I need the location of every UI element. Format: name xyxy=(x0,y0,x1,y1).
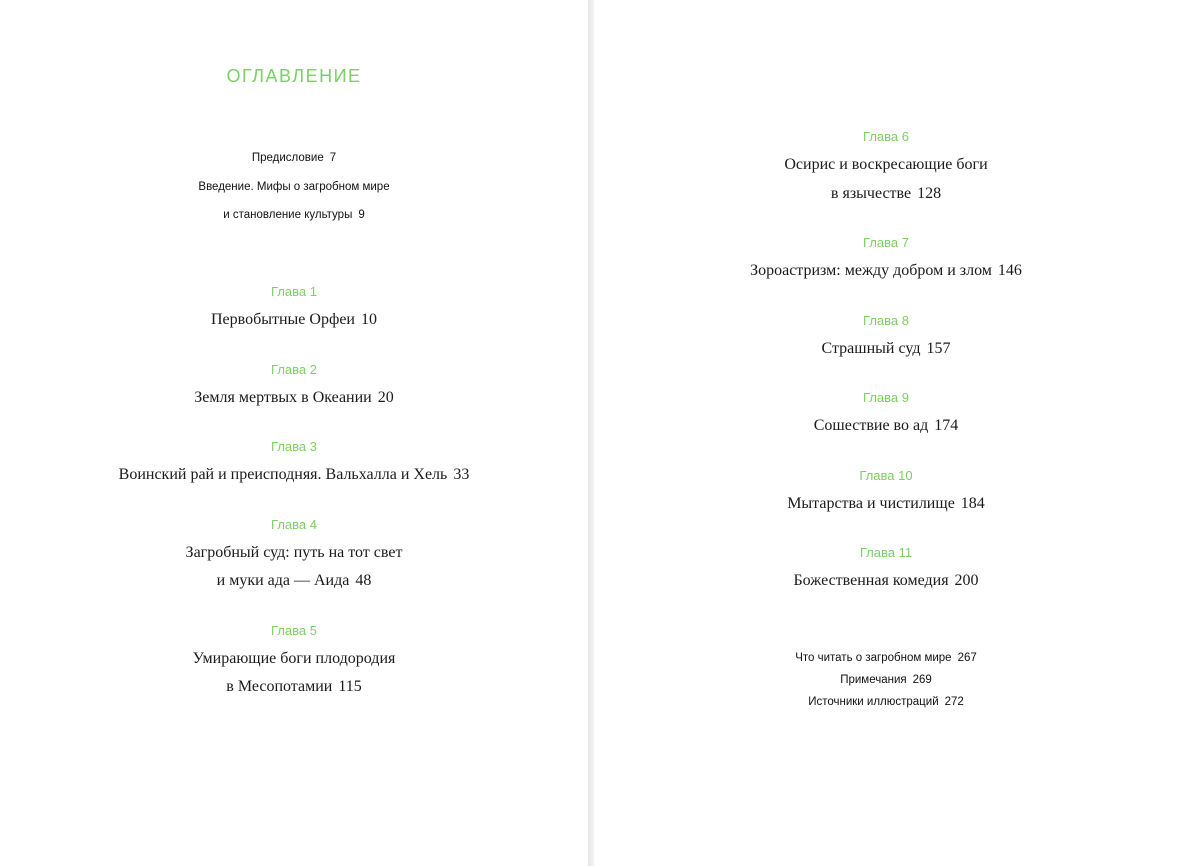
chapter-8[interactable] xyxy=(594,311,1178,368)
chapter-label: Глава 1 xyxy=(271,284,317,299)
chapter-10[interactable] xyxy=(594,466,1178,523)
entry-text: Примечания xyxy=(840,674,907,686)
chapter-label: Глава 6 xyxy=(863,129,909,144)
toc-entry[interactable] xyxy=(0,207,588,236)
chapter-page: 184 xyxy=(960,494,985,512)
chapter-title: и муки ада — Аида 48 xyxy=(216,572,372,589)
entry-page: 7 xyxy=(329,152,337,164)
toc-entry[interactable] xyxy=(594,694,1178,716)
chapter-4[interactable] xyxy=(0,515,588,600)
chapter-11[interactable] xyxy=(594,543,1178,600)
chapter-1[interactable] xyxy=(0,282,588,339)
chapter-label: Глава 8 xyxy=(863,312,909,328)
chapter-page: 33 xyxy=(453,466,470,483)
toc-entry[interactable] xyxy=(0,179,588,208)
chapter-title: Умирающие боги плодородия xyxy=(192,649,396,667)
chapter-page: 174 xyxy=(934,417,959,434)
entry-text: Источники иллюстраций xyxy=(808,696,939,708)
chapter-title: Воинский рай и преисподняя. Вальхалла и Хель 33 xyxy=(118,466,470,483)
entry-page: 9 xyxy=(358,209,365,221)
chapter-page: 115 xyxy=(338,678,362,695)
chapter-label: Глава 11 xyxy=(859,545,913,560)
chapter-5[interactable] xyxy=(0,621,588,706)
chapter-title: Зороастризм: между добром и злом 146 xyxy=(750,262,1022,279)
chapter-9[interactable] xyxy=(594,388,1178,445)
chapter-label: Глава 2 xyxy=(271,361,317,377)
chapter-page: 48 xyxy=(355,572,372,589)
back-matter xyxy=(594,650,1178,716)
toc-entry[interactable] xyxy=(0,150,588,179)
right-chapter-list xyxy=(594,127,1178,621)
chapter-page: 10 xyxy=(360,311,377,328)
chapter-title: Мытарства и чистилище 184 xyxy=(787,494,985,512)
entry-text: Предисловие xyxy=(251,152,324,164)
chapter-label: Глава 4 xyxy=(271,516,317,532)
entry-text: и становление культуры xyxy=(223,209,353,221)
chapter-title: Загробный суд: путь на тот свет xyxy=(185,543,403,561)
right-page xyxy=(594,0,1178,866)
entry-page: 267 xyxy=(957,652,977,664)
chapter-2[interactable] xyxy=(0,360,588,417)
chapter-page: 157 xyxy=(926,339,951,357)
chapter-label: Глава 10 xyxy=(859,467,913,483)
chapter-title: Первобытные Орфеи 10 xyxy=(211,311,377,328)
chapter-label: Глава 5 xyxy=(271,622,317,638)
chapter-page: 20 xyxy=(377,388,394,406)
chapter-6[interactable] xyxy=(594,127,1178,212)
entry-page: 269 xyxy=(912,674,932,686)
front-matter xyxy=(0,150,588,236)
chapter-title: в Месопотамии 115 xyxy=(226,678,362,695)
chapter-7[interactable] xyxy=(594,233,1178,290)
chapter-label: Глава 3 xyxy=(271,439,317,454)
entry-text: Что читать о загробном мире xyxy=(795,652,952,664)
chapter-page: 200 xyxy=(954,572,979,589)
chapter-title: Страшный суд 157 xyxy=(821,339,951,357)
chapter-title: Земля мертвых в Океании 20 xyxy=(194,388,394,406)
toc-entry[interactable] xyxy=(594,672,1178,694)
toc-title: ОГЛАВЛЕНИЕ xyxy=(226,66,362,86)
chapter-title: Божественная комедия 200 xyxy=(793,572,979,589)
chapter-label: Глава 7 xyxy=(863,235,909,250)
chapter-label: Глава 9 xyxy=(863,390,909,405)
chapter-title: Осирис и воскресающие боги xyxy=(784,156,988,173)
toc-entry[interactable] xyxy=(594,650,1178,672)
left-page xyxy=(0,0,588,866)
left-chapter-list xyxy=(0,282,588,727)
chapter-3[interactable] xyxy=(0,437,588,494)
entry-text: Введение. Мифы о загробном мире xyxy=(198,180,390,193)
entry-page: 272 xyxy=(944,696,964,708)
chapter-title: Сошествие во ад 174 xyxy=(813,417,959,434)
chapter-page: 146 xyxy=(997,262,1022,279)
chapter-page: 128 xyxy=(917,184,942,202)
chapter-title: в язычестве 128 xyxy=(830,184,942,202)
